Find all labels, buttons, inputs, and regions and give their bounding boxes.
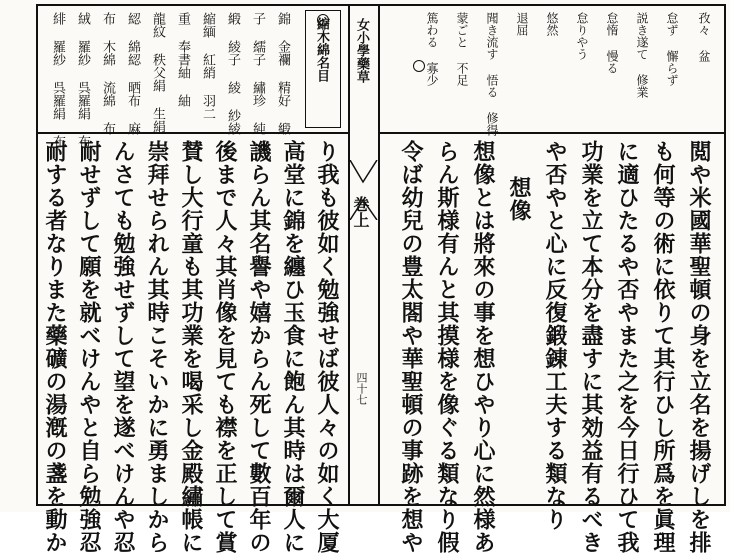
note-column: 怠ず 懈らず	[665, 12, 679, 86]
gutter-border-left	[348, 4, 350, 506]
note-column: 怠惰 慢る	[605, 12, 619, 74]
body-column: に適ひたるや否やまた之を今日行ひて我	[614, 140, 640, 554]
body-column: も何等の術に依りて其行ひし所爲を眞理	[650, 140, 676, 554]
book-title: 女小學藥草	[354, 18, 369, 83]
vocab-title-box	[305, 10, 341, 128]
note-column: 退屈	[515, 12, 529, 36]
body-column: 想像とは將來の事を想ひやり心に然様あ	[470, 140, 496, 554]
body-column: や否やと心に反復鍛錬工夫する類なり	[542, 140, 568, 531]
body-column: 閲や米國華聖頓の身を立名を揚げしを排	[686, 140, 712, 554]
header-divider-right	[378, 132, 726, 134]
vocab-column: 緋 羅紗 呉羅絹 布	[50, 12, 65, 148]
note-column: 聞き流す 悟る 修得	[485, 12, 499, 136]
body-column: 耐する者なりまた藥礦の湯漑の盞を動か	[42, 140, 68, 554]
note-column: 悠然	[545, 12, 559, 36]
page-number: 四十七	[355, 372, 368, 405]
vocab-column: 子 繻子 繡珍 純	[250, 12, 265, 135]
body-column: 崇拜せられん其時こそいかに勇ましから	[144, 140, 170, 554]
vocab-title: 縮木綿名目	[314, 17, 329, 82]
body-column: 賛し大行童も其功業を喝采し金殿繡帳に	[178, 140, 204, 554]
note-column: 篤わる 寡少	[425, 12, 439, 86]
vocab-column: 重 奉書紬 紬	[175, 12, 190, 107]
vocab-column: 布 木綿 流綿 布	[100, 12, 115, 135]
gutter-border-right	[378, 4, 380, 506]
body-column: 後まで人々其肖像を見ても襟を正して賞	[212, 140, 238, 554]
body-column: 耐せずして願を就べけんやと自ら勉強忍	[76, 140, 102, 554]
vocab-column: 緞 綾子 綾 紗綾	[225, 12, 240, 135]
circle-bullet-icon	[317, 14, 329, 26]
body-column: 令ば幼兒の豊太閤や華聖頓の事跡を想や	[398, 140, 424, 554]
vocab-column: 錦 金襴 精好 緞	[275, 12, 290, 135]
body-column: 功業を立て本分を盡すに其効益有るべき	[578, 140, 604, 554]
body-column: 譏らん其名譽や嬉からん死して數百年の	[246, 140, 272, 554]
note-column: 説き遂て 修業	[635, 12, 649, 98]
volume-label: 巻上	[351, 196, 370, 228]
body-column: 高堂に錦を纏ひ玉食に飽ん其時は爾人に	[280, 140, 306, 554]
vocab-column: 絨 羅紗 呉羅絹 布	[75, 12, 90, 148]
section-heading: 想像	[506, 176, 532, 222]
body-column: り我も彼如く勉強せば彼人々の如く大厦	[314, 140, 340, 554]
vocab-column: 綛 綿綛 晒布 麻	[125, 12, 140, 135]
circle-bullet-icon	[413, 60, 425, 72]
note-column: 蒙ごと 不足	[455, 12, 469, 86]
note-column: 怠りやう	[575, 12, 589, 60]
note-column: 孜々 盆	[697, 12, 711, 62]
body-column: らん斯様有んと其摸様を像ぐる類なり假	[434, 140, 460, 554]
body-column: んさても勉強せずして望を遂べけんや忍	[110, 140, 136, 554]
vocab-column: 龍紋 秩父絹 生絹	[150, 12, 165, 133]
vocab-column: 縮緬 紅綃 羽二	[200, 12, 215, 120]
